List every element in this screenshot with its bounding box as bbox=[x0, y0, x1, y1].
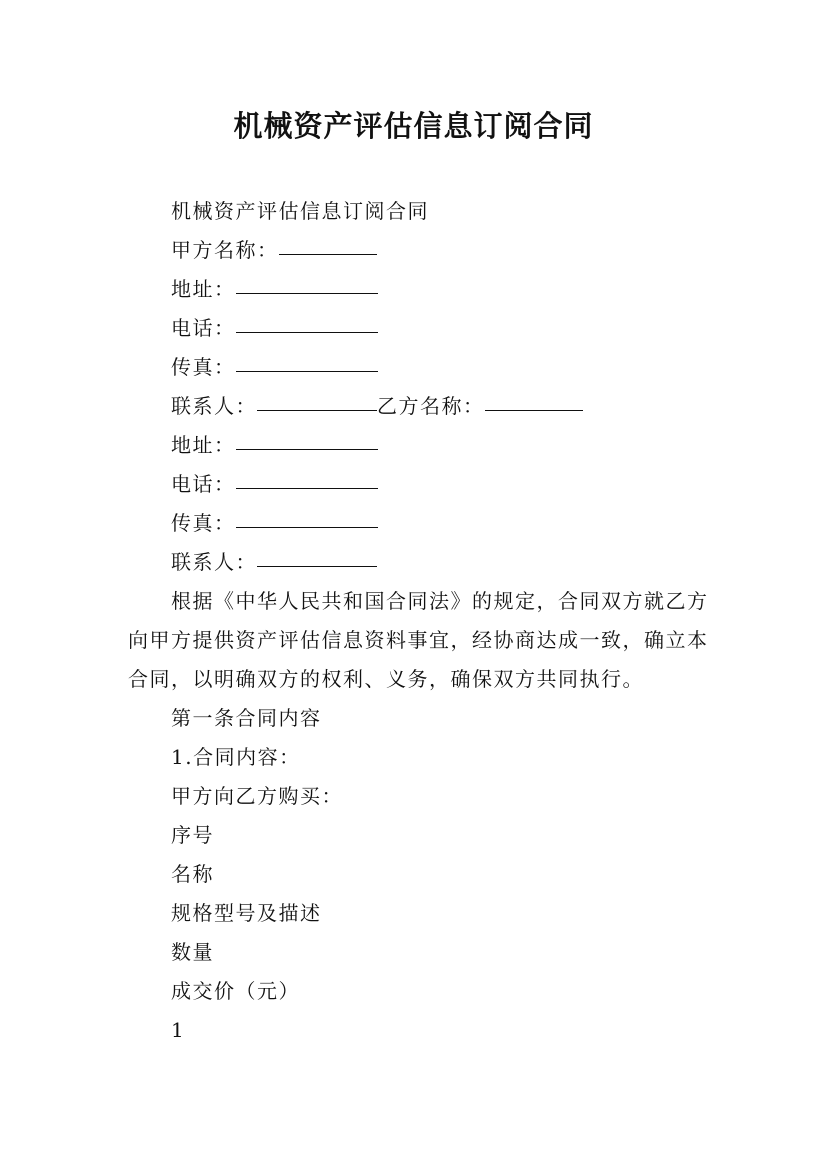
table-header-quantity: 数量 bbox=[171, 940, 214, 964]
party-a-fax-line bbox=[128, 348, 718, 387]
table-row-index: 1 bbox=[171, 1018, 186, 1042]
party-a-contact-blank[interactable] bbox=[257, 388, 377, 411]
party-b-contact-blank[interactable] bbox=[257, 544, 377, 567]
party-a-phone-label: 电话： bbox=[171, 316, 236, 340]
table-header-price: 成交价（元） bbox=[171, 979, 300, 1003]
party-b-contact-line bbox=[128, 543, 718, 582]
party-a-fax-label: 传真： bbox=[171, 355, 236, 379]
party-b-fax-blank[interactable] bbox=[236, 505, 378, 528]
table-header-name: 名称 bbox=[171, 862, 214, 886]
document-title: 机械资产评估信息订阅合同 bbox=[233, 109, 594, 143]
intro-paragraph: 根据《中华人民共和国合同法》的规定，合同双方就乙方向甲方提供资产评估信息资料事宜，经协商达成一致，确立本合同，以明确双方的权利、义务，确保双方共同执行。 bbox=[128, 589, 709, 691]
article1-heading: 第一条合同内容 bbox=[171, 706, 322, 730]
party-a-name-blank[interactable] bbox=[279, 232, 377, 255]
party-b-phone-blank[interactable] bbox=[236, 466, 378, 489]
party-a-phone-line bbox=[128, 309, 718, 348]
table-header-spec: 规格型号及描述 bbox=[171, 901, 322, 925]
party-b-fax-label: 传真： bbox=[171, 511, 236, 535]
party-a-address-label: 地址： bbox=[171, 277, 236, 301]
table-header-index: 序号 bbox=[171, 823, 214, 847]
subtitle: 机械资产评估信息订阅合同 bbox=[171, 199, 429, 223]
party-a-fax-blank[interactable] bbox=[236, 349, 378, 372]
document-body bbox=[128, 192, 718, 1050]
purchase-line: 甲方向乙方购买： bbox=[171, 784, 343, 808]
party-b-phone-line bbox=[128, 465, 718, 504]
party-b-fax-line bbox=[128, 504, 718, 543]
party-b-contact-label: 联系人： bbox=[171, 550, 257, 574]
party-a-contact-label: 联系人： bbox=[171, 394, 257, 418]
party-b-name-blank[interactable] bbox=[485, 388, 583, 411]
party-a-address-line bbox=[128, 270, 718, 309]
party-a-contact-line bbox=[128, 387, 718, 426]
party-a-name-label: 甲方名称： bbox=[171, 238, 279, 262]
party-b-phone-label: 电话： bbox=[171, 472, 236, 496]
party-b-address-line bbox=[128, 426, 718, 465]
party-a-address-blank[interactable] bbox=[236, 271, 378, 294]
party-a-name-line bbox=[128, 231, 718, 270]
party-a-phone-blank[interactable] bbox=[236, 310, 378, 333]
clause1-label: 1.合同内容： bbox=[171, 745, 301, 769]
party-b-address-label: 地址： bbox=[171, 433, 236, 457]
party-b-name-label: 乙方名称： bbox=[377, 394, 485, 418]
party-b-address-blank[interactable] bbox=[236, 427, 378, 450]
